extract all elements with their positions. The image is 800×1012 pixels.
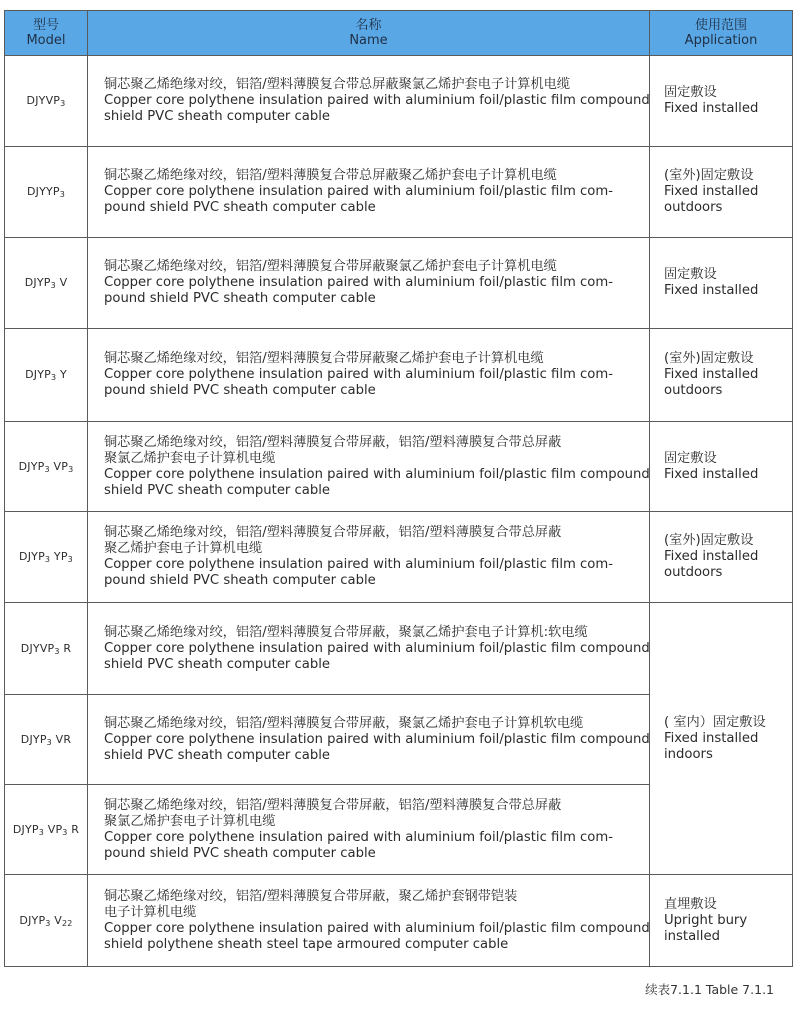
- model-code-part: 3: [62, 827, 68, 837]
- application-text-line: outdoors: [664, 383, 723, 398]
- model-code-part: 3: [67, 555, 73, 564]
- name-text-line: Copper core polythene insulation paired with aluminium foil/plastic film compound: [104, 640, 650, 656]
- name-text-line: pound shield PVC sheath computer cable: [104, 200, 376, 215]
- name-text-line: 铜芯聚乙烯绝缘对绞，铝箔/塑料薄膜复合带总屏蔽聚氯乙烯护套电子计算机电缆: [104, 77, 571, 92]
- model-code-part: 3: [68, 464, 74, 474]
- model-cell: [5, 695, 88, 785]
- name-text-line: shield PVC sheath computer cable: [104, 482, 331, 498]
- application-text-line: Fixed installed: [664, 283, 759, 298]
- model-code-part: Y: [56, 368, 67, 381]
- model-code-part: 3: [59, 190, 66, 199]
- application-text-line: Fixed installed: [664, 466, 759, 482]
- name-cell: [88, 147, 650, 238]
- model-cell: [5, 422, 88, 512]
- table-header-row: [5, 11, 793, 56]
- model-code-part: 3: [46, 737, 52, 747]
- table-row: [5, 238, 793, 329]
- model-code-part: VP: [44, 822, 63, 836]
- name-cell: [88, 422, 650, 512]
- table-row: [5, 56, 793, 147]
- model-code-part: VR: [51, 732, 72, 746]
- name-text-line: shield PVC sheath computer cable: [104, 656, 331, 672]
- name-text-line: pound shield PVC sheath computer cable: [104, 573, 376, 588]
- model-code-part: 3: [45, 918, 51, 928]
- application-text-line: Fixed installed: [664, 549, 759, 564]
- header-app-cn: 使用范围: [694, 18, 747, 33]
- name-text-line: pound shield PVC sheath computer cable: [104, 845, 376, 861]
- application-cell: [650, 875, 793, 967]
- name-cell: [88, 56, 650, 147]
- application-cell: [650, 147, 793, 238]
- name-text-line: shield PVC sheath computer cable: [104, 747, 331, 763]
- application-text-line: outdoors: [664, 200, 723, 215]
- cable-spec-table: [4, 10, 793, 967]
- model-code-part: R: [67, 822, 80, 836]
- table-row: [5, 603, 793, 695]
- model-code-part: DJYVP: [20, 641, 55, 655]
- name-text-line: 聚氯乙烯护套电子计算机电缆: [104, 813, 276, 829]
- name-text-line: 聚乙烯护套电子计算机电缆: [104, 541, 263, 556]
- name-text-line: Copper core polythene insulation paired with aluminium foil/plastic film compound: [104, 93, 650, 108]
- name-text-line: 铜芯聚乙烯绝缘对绞，铝箔/塑料薄膜复合带屏蔽，铝箔/塑料薄膜复合带总屏蔽: [104, 797, 562, 813]
- name-text-line: Copper core polythene insulation paired with aluminium foil/plastic film compound: [104, 731, 650, 747]
- name-text-line: Copper core polythene insulation paired with aluminium foil/plastic film compound: [104, 920, 650, 936]
- model-cell: [5, 875, 88, 967]
- model-cell: [5, 512, 88, 603]
- header-name: [88, 11, 650, 56]
- model-code-part: YP: [50, 550, 68, 563]
- name-cell: [88, 875, 650, 967]
- application-text-line: indoors: [664, 746, 713, 762]
- name-text-line: pound shield PVC sheath computer cable: [104, 383, 376, 398]
- model-code-part: 22: [62, 918, 73, 928]
- name-text-line: 铜芯聚乙烯绝缘对绞，铝箔/塑料薄膜复合带屏蔽，聚乙烯护套钢带铠装: [104, 888, 518, 904]
- name-text-line: Copper core polythene insulation paired with aluminium foil/plastic film com-: [104, 184, 613, 199]
- model-cell: [5, 329, 88, 422]
- model-code-part: 3: [44, 464, 50, 474]
- model-code-part: VP: [49, 459, 69, 473]
- application-text-line: Fixed installed: [664, 184, 759, 199]
- model-cell: [5, 603, 88, 695]
- name-text-line: shield PVC sheath computer cable: [104, 109, 331, 124]
- application-cell: [650, 512, 793, 603]
- name-text-line: Copper core polythene insulation paired with aluminium foil/plastic film com-: [104, 557, 613, 572]
- spec-table-container: [4, 10, 792, 967]
- model-code-part: 3: [54, 646, 60, 656]
- name-cell: [88, 329, 650, 422]
- name-text-line: shield polythene sheath steel tape armoured computer cable: [104, 936, 509, 952]
- application-text-line: (室外)固定敷设: [664, 533, 754, 548]
- name-text-line: 铜芯聚乙烯绝缘对绞，铝箔/塑料薄膜复合带总屏蔽聚乙烯护套电子计算机电缆: [104, 168, 557, 183]
- model-code-part: DJYYP: [26, 185, 60, 198]
- name-text-line: 铜芯聚乙烯绝缘对绞，铝箔/塑料薄膜复合带屏蔽，铝箔/塑料薄膜复合带总屏蔽: [104, 434, 562, 450]
- model-code-part: 3: [50, 281, 56, 290]
- name-cell: [88, 238, 650, 329]
- application-cell: [650, 56, 793, 147]
- application-text-line: Fixed installed: [664, 730, 759, 746]
- name-cell: [88, 695, 650, 785]
- application-cell: [650, 329, 793, 422]
- name-text-line: 铜芯聚乙烯绝缘对绞，铝箔/塑料薄膜复合带屏蔽聚氯乙烯护套电子计算机电缆: [104, 259, 557, 274]
- model-cell: [5, 785, 88, 875]
- name-text-line: Copper core polythene insulation paired with aluminium foil/plastic film com-: [104, 829, 613, 845]
- model-code-part: DJYP: [12, 822, 39, 836]
- application-text-line: Fixed installed: [664, 101, 759, 116]
- model-code-part: DJYP: [25, 368, 51, 381]
- header-model-en: Model: [26, 33, 66, 48]
- table-row: [5, 875, 793, 967]
- name-cell: [88, 785, 650, 875]
- application-text-line: Fixed installed: [664, 367, 759, 382]
- model-code-part: V: [50, 913, 62, 927]
- model-cell: [5, 56, 88, 147]
- application-cell-merged: [650, 603, 793, 875]
- application-text-line: installed: [664, 928, 720, 944]
- name-text-line: 电子计算机电缆: [104, 904, 197, 920]
- application-text-line: 直埋敷设: [664, 896, 717, 912]
- application-text-line: (室外)固定敷设: [664, 351, 754, 366]
- model-code-part: DJYP: [19, 550, 45, 563]
- application-text-line: 固定敷设: [664, 85, 717, 100]
- model-code-part: DJYP: [20, 732, 47, 746]
- name-text-line: 聚氯乙烯护套电子计算机电缆: [104, 450, 276, 466]
- model-code-part: 3: [50, 373, 57, 382]
- application-text-line: Upright bury: [664, 912, 748, 928]
- application-text-line: (室外)固定敷设: [664, 168, 754, 183]
- model-code-part: V: [55, 276, 68, 289]
- model-code-part: DJYP: [24, 276, 51, 289]
- header-name-cn: 名称: [355, 18, 382, 33]
- name-text-line: Copper core polythene insulation paired with aluminium foil/plastic film compound: [104, 466, 650, 482]
- name-text-line: 铜芯聚乙烯绝缘对绞，铝箔/塑料薄膜复合带屏蔽，聚氯乙烯护套电子计算机:软电缆: [104, 624, 588, 640]
- model-code-part: DJYVP: [26, 94, 61, 107]
- application-text-line: ( 室内）固定敷设: [664, 714, 766, 730]
- header-name-en: Name: [349, 33, 388, 48]
- model-code-part: R: [59, 641, 72, 655]
- model-code-part: 3: [38, 827, 45, 837]
- application-text-line: 固定敷设: [664, 267, 717, 282]
- header-model: [5, 11, 88, 56]
- application-text-line: 固定敷设: [664, 450, 717, 466]
- name-cell: [88, 512, 650, 603]
- table-row: [5, 329, 793, 422]
- model-code-part: 3: [44, 555, 51, 564]
- header-application: [650, 11, 793, 56]
- name-cell: [88, 603, 650, 695]
- name-text-line: 铜芯聚乙烯绝缘对绞，铝箔/塑料薄膜复合带屏蔽，铝箔/塑料薄膜复合带总屏蔽: [104, 525, 562, 540]
- application-cell: [650, 422, 793, 512]
- name-text-line: 铜芯聚乙烯绝缘对绞，铝箔/塑料薄膜复合带屏蔽，聚氯乙烯护套电子计算机软电缆: [104, 715, 584, 731]
- model-code-part: DJYP: [18, 459, 45, 473]
- table-row: [5, 512, 793, 603]
- table-row: [5, 147, 793, 238]
- model-cell: [5, 238, 88, 329]
- table-row: [5, 422, 793, 512]
- name-text-line: Copper core polythene insulation paired with aluminium foil/plastic film com-: [104, 367, 613, 382]
- name-text-line: Copper core polythene insulation paired with aluminium foil/plastic film com-: [104, 275, 613, 290]
- name-text-line: 铜芯聚乙烯绝缘对绞，铝箔/塑料薄膜复合带屏蔽聚乙烯护套电子计算机电缆: [104, 351, 544, 366]
- model-code-part: DJYP: [19, 913, 46, 927]
- application-text-line: outdoors: [664, 565, 723, 580]
- model-code-part: 3: [60, 99, 66, 108]
- header-model-cn: 型号: [32, 18, 59, 33]
- application-cell: [650, 238, 793, 329]
- table-caption: 续表7.1.1 Table 7.1.1: [645, 982, 774, 997]
- name-text-line: pound shield PVC sheath computer cable: [104, 291, 376, 306]
- model-cell: [5, 147, 88, 238]
- header-app-en: Application: [684, 33, 758, 48]
